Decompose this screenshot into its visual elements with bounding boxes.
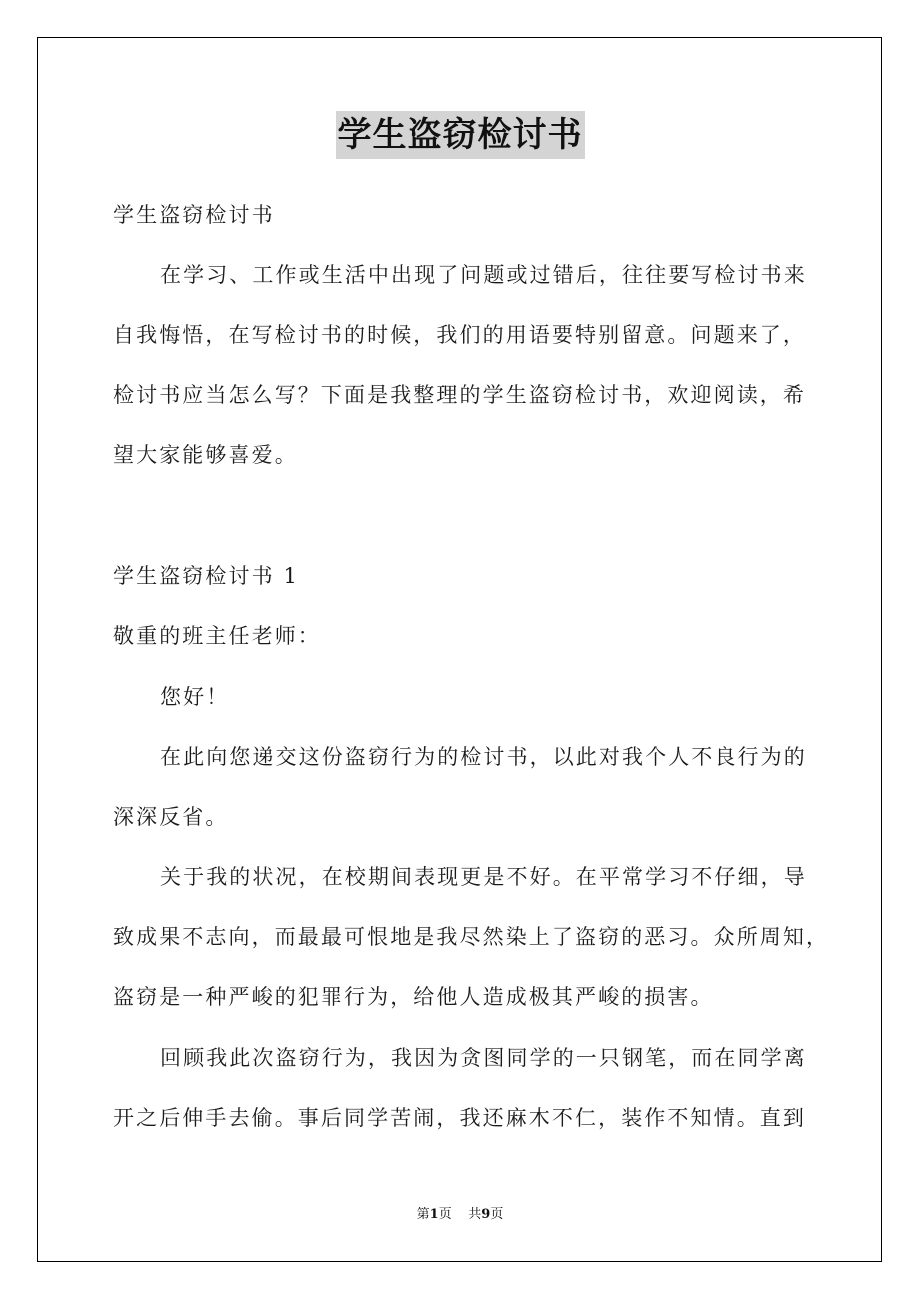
total-prefix: 共 — [468, 1207, 482, 1222]
subtitle-line: 学生盗窃检讨书 — [113, 203, 275, 227]
paragraph-line: 盗窃是一种严峻的犯罪行为，给他人造成极其严峻的损害。 — [113, 985, 714, 1009]
paragraph-line: 深深反省。 — [113, 805, 229, 829]
salutation: 敬重的班主任老师： — [113, 624, 321, 648]
paragraph-line: 致成果不志向，而最最可恨地是我尽然染上了盗窃的恶习。众所周知， — [113, 925, 830, 949]
paragraph-line: 检讨书应当怎么写？下面是我整理的学生盗窃检讨书，欢迎阅读，希 — [113, 383, 806, 407]
title-area — [0, 111, 920, 159]
paragraph-line: 自我悔悟，在写检讨书的时候，我们的用语要特别留意。问题来了， — [113, 323, 806, 347]
paragraph-line: 关于我的状况，在校期间表现更是不好。在平常学习不仔细，导 — [160, 865, 807, 889]
page-footer — [0, 1206, 920, 1224]
paragraph-line: 在学习、工作或生活中出现了问题或过错后，往往要写检讨书来 — [160, 263, 807, 287]
total-unit: 页 — [490, 1207, 504, 1222]
paragraph-line: 开之后伸手去偷。事后同学苦闹，我还麻木不仁，装作不知情。直到 — [113, 1106, 806, 1130]
greeting: 您好！ — [160, 685, 230, 709]
current-page-number: 1 — [429, 1207, 439, 1222]
paragraph-line: 望大家能够喜爱。 — [113, 443, 298, 467]
document-title: 学生盗窃检讨书 — [336, 111, 585, 159]
section-heading: 学生盗窃检讨书 1 — [113, 564, 299, 588]
page-unit: 页 — [438, 1207, 452, 1222]
paragraph-line: 回顾我此次盗窃行为，我因为贪图同学的一只钢笔，而在同学离 — [160, 1046, 807, 1070]
paragraph-line: 在此向您递交这份盗窃行为的检讨书，以此对我个人不良行为的 — [160, 745, 807, 769]
page-prefix: 第 — [416, 1207, 430, 1222]
total-page-number: 9 — [481, 1207, 491, 1222]
